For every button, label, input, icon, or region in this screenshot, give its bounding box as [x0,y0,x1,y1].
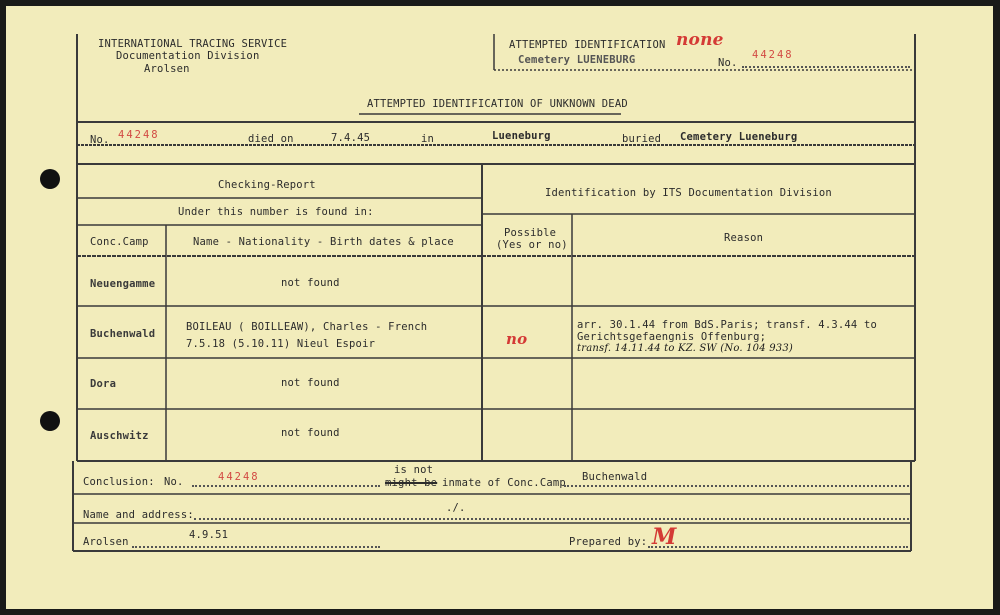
checking-report-subtitle: Under this number is found in: [178,206,374,218]
id-box-no-label: No. [718,57,738,69]
org-location: Arolsen [144,63,190,75]
prepared-by-dots [648,546,908,548]
table-row-name: not found [281,427,340,439]
id-box-no-value: 44248 [752,49,794,61]
handwritten-none: none [676,30,724,50]
document-card [6,6,993,609]
col-header-reason: Reason [724,232,764,244]
form-title: ATTEMPTED IDENTIFICATION OF UNKNOWN DEAD [367,98,628,110]
record-no-value: 44248 [118,129,160,141]
col-header-name: Name - Nationality - Birth dates & place [193,236,454,248]
identification-title: Identification by ITS Documentation Division [545,187,832,199]
org-division: Documentation Division [116,50,260,62]
footer-place: Arolsen [83,536,129,548]
footer-date-dots [132,546,380,548]
id-box-cemetery: Cemetery LUENEBURG [518,54,636,66]
table-row-reason-1: arr. 30.1.44 from BdS.Paris; transf. 4.3.44 to [577,319,877,331]
table-row-reason-2: Gerichtsgefaengnis Offenburg; [577,331,767,343]
conclusion-might-be: might be [385,477,438,489]
record-no-label: No. [90,134,110,146]
prepared-by-label: Prepared by: [569,536,648,548]
table-row-camp: Neuengamme [90,278,156,290]
buried-label: buried [622,133,662,145]
name-address-dots [194,518,909,520]
table-row-reason-3: transf. 14.11.44 to KZ. SW (No. 104 933) [577,343,793,354]
conclusion-camp-value: Buchenwald [582,471,648,483]
died-label: died on [248,133,294,145]
table-row-camp: Auschwitz [90,430,149,442]
table-row-camp: Dora [90,378,117,390]
footer-date: 4.9.51 [189,529,229,541]
conclusion-no-label: No. [164,476,184,488]
table-row-name: BOILEAU ( BOILLEAW), Charles - French [186,321,428,333]
died-value: 7.4.45 [331,132,371,144]
conclusion-no-value: 44248 [218,471,260,483]
col-header-possible-2: (Yes or no) [496,239,568,251]
col-header-camp: Conc.Camp [90,236,149,248]
col-header-possible-1: Possible [504,227,557,239]
in-value: Lueneburg [492,130,551,142]
table-row-name: not found [281,377,340,389]
buried-value: Cemetery Lueneburg [680,131,798,143]
id-box-title: ATTEMPTED IDENTIFICATION [509,39,666,51]
prepared-by-initial: M [652,524,677,550]
table-row-camp: Buchenwald [90,328,156,340]
in-label: in [421,133,435,145]
conclusion-no-dots [192,485,380,487]
name-address-label: Name and address: [83,509,194,521]
table-row-birth: 7.5.18 (5.10.11) Nieul Espoir [186,338,376,350]
name-address-value: ./. [446,502,466,514]
conclusion-inmate-text: inmate of Conc.Camp [442,477,566,489]
checking-report-title: Checking-Report [218,179,316,191]
org-name: INTERNATIONAL TRACING SERVICE [98,38,288,50]
conclusion-is-not: is not [394,464,434,476]
conclusion-label: Conclusion: [83,476,155,488]
table-row-possible: no [506,330,528,348]
table-row-name: not found [281,277,340,289]
id-box-no-dots [742,66,910,68]
conclusion-camp-dots [564,485,909,487]
